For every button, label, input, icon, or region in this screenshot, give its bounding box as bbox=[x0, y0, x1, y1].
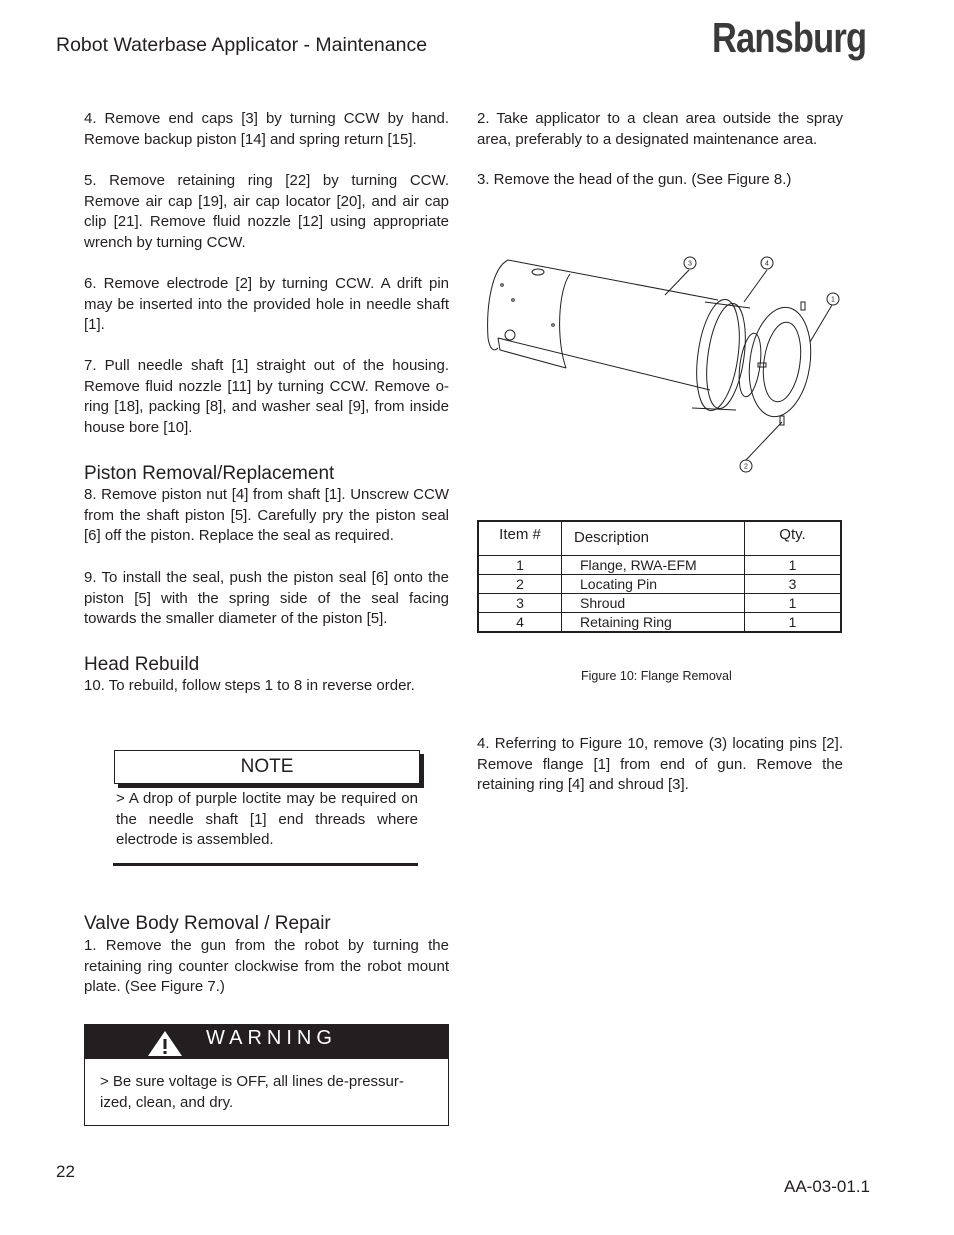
parts-table bbox=[477, 520, 842, 633]
flange-outer bbox=[743, 303, 818, 420]
row-qty: 1 bbox=[745, 555, 842, 574]
head-rebuild-heading: Head Rebuild bbox=[84, 654, 200, 675]
step-2-text: 2. Take applicator to a clean area outside the spray area, preferably to a designated maintenance area. bbox=[477, 110, 843, 148]
page-number: 22 bbox=[56, 1162, 75, 1181]
step-9-text: 9. To install the seal, push the piston seal [6] onto the piston [5] with the spring side of the seal facing towards the smaller diameter of the piston [5]. bbox=[84, 569, 449, 628]
body-top-edge bbox=[508, 260, 718, 300]
step-5-text: 5. Remove retaining ring [22] by turning CCW. Remove air cap [19], air cap locator [20], and air cap clip [21]. Remove fluid nozzle [12] using appropriate wrench by turning CCW. bbox=[84, 172, 449, 252]
row-item: 1 bbox=[478, 555, 562, 574]
row-description: Retaining Ring bbox=[562, 612, 745, 632]
callout-3: 3 bbox=[688, 260, 692, 268]
row-qty: 1 bbox=[745, 612, 842, 632]
table-row bbox=[478, 612, 841, 632]
header-description: Description bbox=[562, 521, 745, 555]
piston-removal-heading: Piston Removal/Replacement bbox=[84, 463, 335, 484]
row-qty: 3 bbox=[745, 574, 842, 593]
right-step-4-text: 4. Referring to Figure 10, remove (3) locating pins [2]. Remove flange [1] from end of gun. Remove the retaining ring [4] and shroud [3]. bbox=[477, 735, 843, 794]
table-row bbox=[478, 593, 841, 612]
step-4-text: 4. Remove end caps [3] by turning CCW by hand. Remove backup piston [14] and spring return [15]. bbox=[84, 110, 449, 148]
note-label: NOTE bbox=[240, 756, 294, 777]
row-qty: 1 bbox=[745, 593, 842, 612]
row-item: 2 bbox=[478, 574, 562, 593]
callout-4: 4 bbox=[765, 260, 769, 268]
warning-label: WARNING bbox=[206, 1027, 337, 1049]
callout-1: 1 bbox=[831, 296, 835, 304]
ransburg-logo: Ransburg bbox=[712, 14, 867, 61]
callout-2: 2 bbox=[744, 463, 748, 471]
note-divider bbox=[113, 863, 418, 866]
row-description: Locating Pin bbox=[562, 574, 745, 593]
note-text: > A drop of purple loctite may be required on the needle shaft [1] end threads where electrode is assembled. bbox=[116, 790, 418, 849]
row-description: Shroud bbox=[562, 593, 745, 612]
table-header-row bbox=[478, 521, 841, 555]
flange-inner bbox=[759, 320, 806, 404]
step-8-text: 8. Remove piston nut [4] from shaft [1]. Unscrew CCW from the shaft piston [5]. Carefully pry the piston seal [6] off the piston. Replace the seal as required. bbox=[84, 486, 449, 545]
header-qty: Qty. bbox=[745, 521, 842, 555]
valve-body-heading: Valve Body Removal / Repair bbox=[84, 913, 331, 934]
row-item: 3 bbox=[478, 593, 562, 612]
figure-caption: Figure 10: Flange Removal bbox=[581, 669, 732, 683]
flange-removal-figure bbox=[480, 250, 850, 480]
shroud-outer bbox=[690, 297, 745, 413]
step-3-text: 3. Remove the head of the gun. (See Figure 8.) bbox=[477, 171, 792, 188]
row-description: Flange, RWA-EFM bbox=[562, 555, 745, 574]
valve-step-1-text: 1. Remove the gun from the robot by turning the retaining ring counter clockwise from the robot mount plate. (See Figure 7.) bbox=[84, 937, 449, 996]
step-10-text: 10. To rebuild, follow steps 1 to 8 in reverse order. bbox=[84, 677, 415, 694]
document-number: AA-03-01.1 bbox=[784, 1177, 870, 1196]
header-item: Item # bbox=[478, 521, 562, 555]
page-header-title: Robot Waterbase Applicator - Maintenance bbox=[56, 34, 428, 56]
step-6-text: 6. Remove electrode [2] by turning CCW. A drift pin may be inserted into the provided hole in needle shaft [1]. bbox=[84, 275, 449, 334]
warning-triangle-icon bbox=[147, 1030, 183, 1057]
locating-pin-1 bbox=[801, 302, 805, 310]
row-item: 4 bbox=[478, 612, 562, 632]
warning-text: > Be sure voltage is OFF, all lines de-pressur-ized, clean, and dry. bbox=[100, 1073, 404, 1111]
body-fitting bbox=[505, 330, 515, 340]
table-row bbox=[478, 555, 841, 574]
note-box bbox=[114, 750, 420, 784]
locating-pin-3 bbox=[758, 363, 766, 367]
table-row bbox=[478, 574, 841, 593]
body-bottom-edge bbox=[498, 338, 710, 390]
step-7-text: 7. Pull needle shaft [1] straight out of the housing. Remove fluid nozzle [11] by turning CCW. Remove o-ring [18], packing [8], and washer seal [9], from inside house bore [10]. bbox=[84, 357, 449, 437]
body-port bbox=[532, 269, 544, 275]
